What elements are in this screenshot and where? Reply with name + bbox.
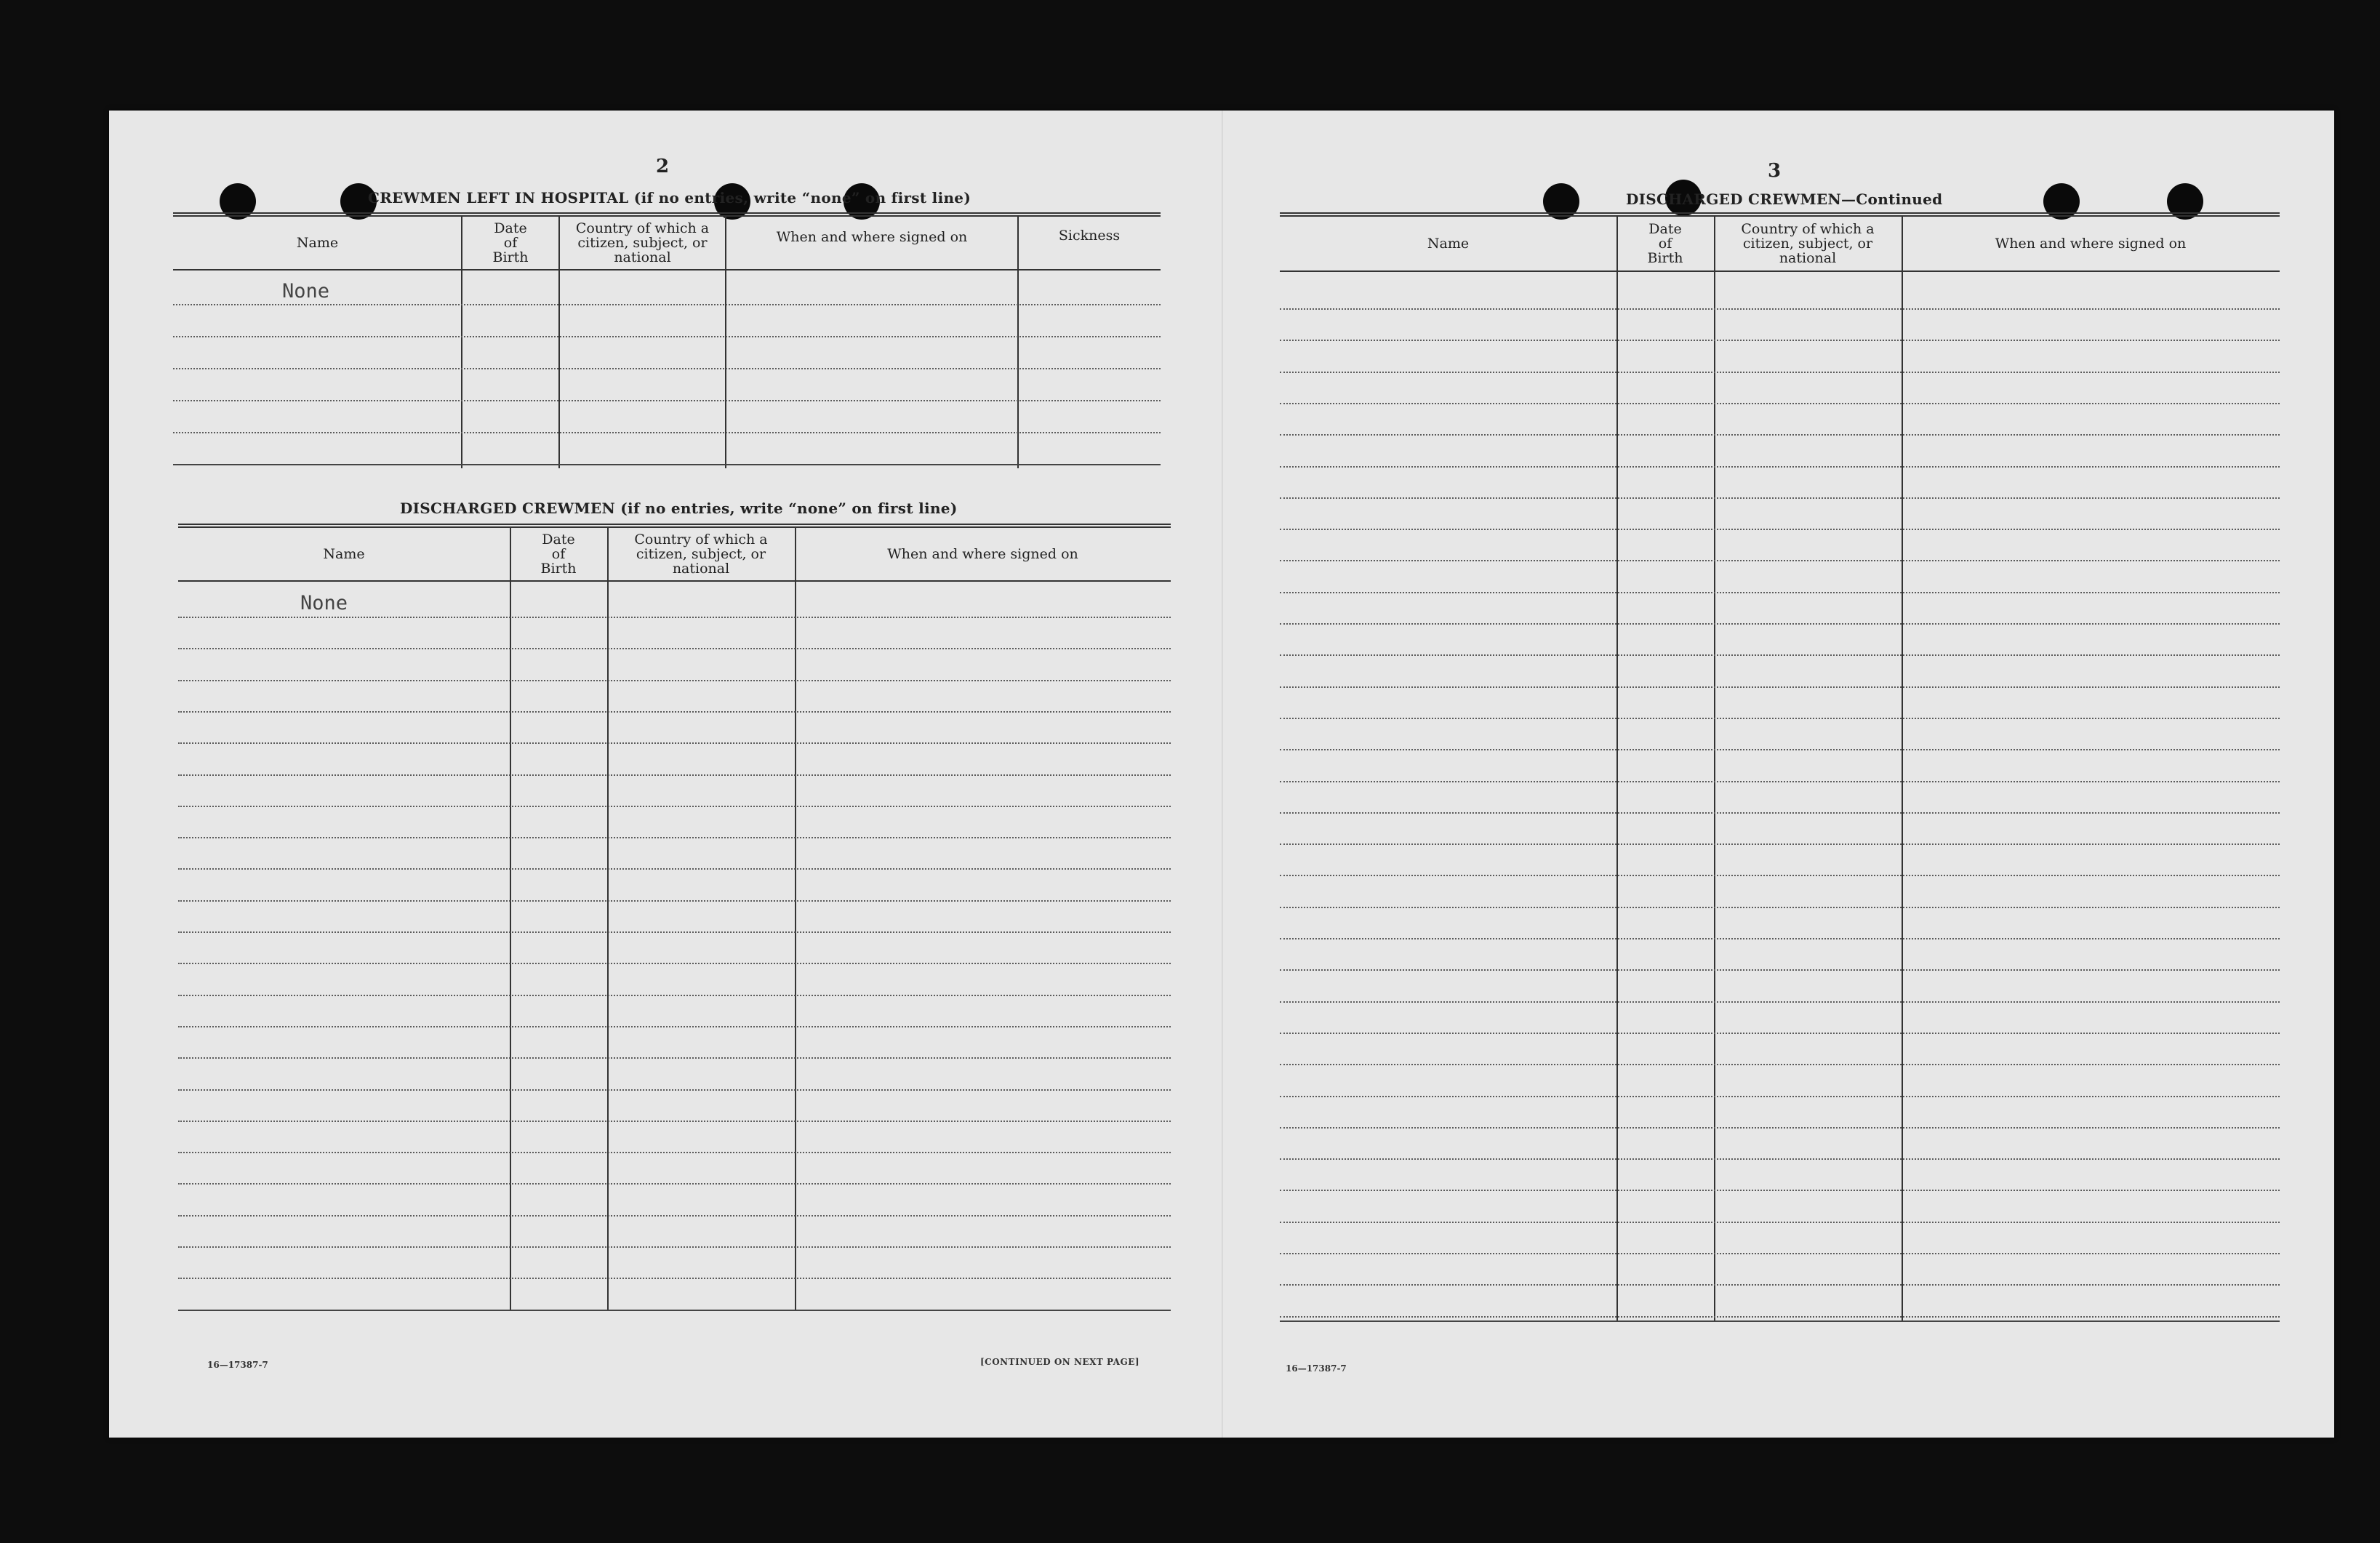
table-bottom-rule bbox=[1280, 1320, 2280, 1322]
col-header-name: Name bbox=[1427, 236, 1470, 252]
entry-line bbox=[178, 774, 1171, 776]
form-code: 16—17387-7 bbox=[207, 1360, 268, 1370]
entry-line bbox=[1280, 308, 2280, 310]
entry-line bbox=[1280, 654, 2280, 656]
entry-line bbox=[1280, 372, 2280, 373]
column-divider bbox=[1902, 217, 1903, 1320]
entry-line bbox=[178, 868, 1171, 870]
col-header-signed-on: When and where signed on bbox=[1995, 236, 2187, 252]
entry-line bbox=[178, 1152, 1171, 1153]
entry-line bbox=[178, 1246, 1171, 1248]
column-divider bbox=[1616, 217, 1618, 1320]
col-header-date-of-birth: Date of Birth bbox=[540, 532, 577, 577]
column-divider bbox=[558, 217, 560, 468]
entry-line bbox=[1280, 1222, 2280, 1223]
col-header-sickness: Sickness bbox=[1058, 228, 1121, 244]
col-header-name: Name bbox=[323, 546, 365, 562]
entry-line bbox=[1280, 812, 2280, 814]
entry-line bbox=[178, 711, 1171, 713]
typed-entry-none: None bbox=[282, 280, 330, 302]
entry-line bbox=[1280, 434, 2280, 436]
entry-line bbox=[1280, 1033, 2280, 1034]
entry-line bbox=[1280, 1064, 2280, 1065]
entry-line bbox=[178, 1121, 1171, 1122]
discharged-table bbox=[178, 524, 1171, 1323]
entry-line bbox=[1280, 969, 2280, 971]
entry-line bbox=[178, 648, 1171, 649]
table-header-row bbox=[178, 528, 1171, 582]
entry-line bbox=[178, 617, 1171, 618]
entry-line bbox=[178, 1089, 1171, 1091]
entry-line bbox=[1280, 843, 2280, 845]
entry-line bbox=[1280, 938, 2280, 939]
col-header-signed-on: When and where signed on bbox=[887, 546, 1078, 562]
table-header-row bbox=[173, 217, 1161, 270]
entry-line bbox=[1280, 1190, 2280, 1191]
entry-line bbox=[1280, 1001, 2280, 1003]
column-divider bbox=[461, 217, 462, 468]
entry-line bbox=[178, 1183, 1171, 1185]
entry-line bbox=[178, 1215, 1171, 1217]
hospital-table bbox=[173, 212, 1161, 474]
entry-line bbox=[1280, 623, 2280, 625]
entry-line bbox=[1280, 749, 2280, 750]
entry-line bbox=[178, 806, 1171, 807]
form-code: 16—17387-7 bbox=[1286, 1363, 1347, 1374]
page-number: 3 bbox=[1768, 160, 1782, 182]
column-divider bbox=[795, 528, 796, 1310]
entry-line bbox=[178, 963, 1171, 964]
entry-line bbox=[178, 680, 1171, 681]
entry-line bbox=[173, 432, 1161, 433]
column-divider bbox=[510, 528, 511, 1310]
entry-line bbox=[1280, 907, 2280, 908]
entry-line bbox=[173, 368, 1161, 369]
col-header-signed-on: When and where signed on bbox=[776, 229, 968, 245]
col-header-date-of-birth: Date of Birth bbox=[492, 220, 529, 265]
continued-note: [CONTINUED ON NEXT PAGE] bbox=[980, 1357, 1140, 1367]
entry-line bbox=[1280, 529, 2280, 530]
section-title-hospital: CREWMEN LEFT IN HOSPITAL (if no entries, write “none” on first line) bbox=[368, 189, 971, 207]
entry-line bbox=[1280, 1158, 2280, 1160]
entry-line bbox=[1280, 1127, 2280, 1129]
entry-line bbox=[1280, 875, 2280, 876]
entry-line bbox=[1280, 781, 2280, 782]
entry-line bbox=[1280, 686, 2280, 688]
entry-line bbox=[1280, 1253, 2280, 1254]
entry-line bbox=[178, 1057, 1171, 1059]
col-header-country: Country of which a citizen, subject, or national bbox=[634, 532, 768, 577]
entry-line bbox=[173, 336, 1161, 337]
col-header-country: Country of which a citizen, subject, or national bbox=[1741, 221, 1875, 266]
entry-line bbox=[178, 742, 1171, 744]
section-title-discharged: DISCHARGED CREWMEN (if no entries, write “none” on first line) bbox=[400, 500, 958, 517]
right-page bbox=[1222, 111, 2334, 1438]
entry-line bbox=[1280, 718, 2280, 719]
table-bottom-rule bbox=[173, 464, 1161, 465]
entry-line bbox=[1280, 592, 2280, 593]
entry-line bbox=[178, 1026, 1171, 1027]
entry-line bbox=[1280, 403, 2280, 404]
entry-line bbox=[1280, 497, 2280, 499]
entry-line bbox=[178, 1278, 1171, 1279]
column-divider bbox=[1714, 217, 1715, 1320]
column-divider bbox=[1017, 217, 1019, 468]
entry-line bbox=[178, 931, 1171, 933]
section-title-discharged-continued: DISCHARGED CREWMEN—Continued bbox=[1626, 191, 1943, 208]
typed-entry-none: None bbox=[300, 592, 348, 614]
entry-line bbox=[1280, 1316, 2280, 1318]
entry-line bbox=[178, 995, 1171, 996]
entry-line bbox=[173, 304, 1161, 305]
entry-line bbox=[1280, 1096, 2280, 1097]
col-header-name: Name bbox=[296, 235, 339, 251]
discharged-continued-table bbox=[1280, 212, 2280, 1325]
left-page bbox=[109, 111, 1222, 1438]
table-header-row bbox=[1280, 217, 2280, 272]
entry-line bbox=[1280, 560, 2280, 561]
column-divider bbox=[725, 217, 726, 468]
entry-line bbox=[178, 900, 1171, 902]
form-sheet bbox=[109, 111, 2334, 1438]
page-number: 2 bbox=[656, 156, 670, 177]
entry-line bbox=[1280, 340, 2280, 341]
col-header-date-of-birth: Date of Birth bbox=[1647, 221, 1683, 266]
table-bottom-rule bbox=[178, 1310, 1171, 1311]
col-header-country: Country of which a citizen, subject, or national bbox=[575, 220, 710, 265]
column-divider bbox=[607, 528, 609, 1310]
entry-line bbox=[1280, 466, 2280, 468]
entry-line bbox=[178, 837, 1171, 838]
entry-line bbox=[1280, 1284, 2280, 1286]
entry-line bbox=[173, 400, 1161, 401]
